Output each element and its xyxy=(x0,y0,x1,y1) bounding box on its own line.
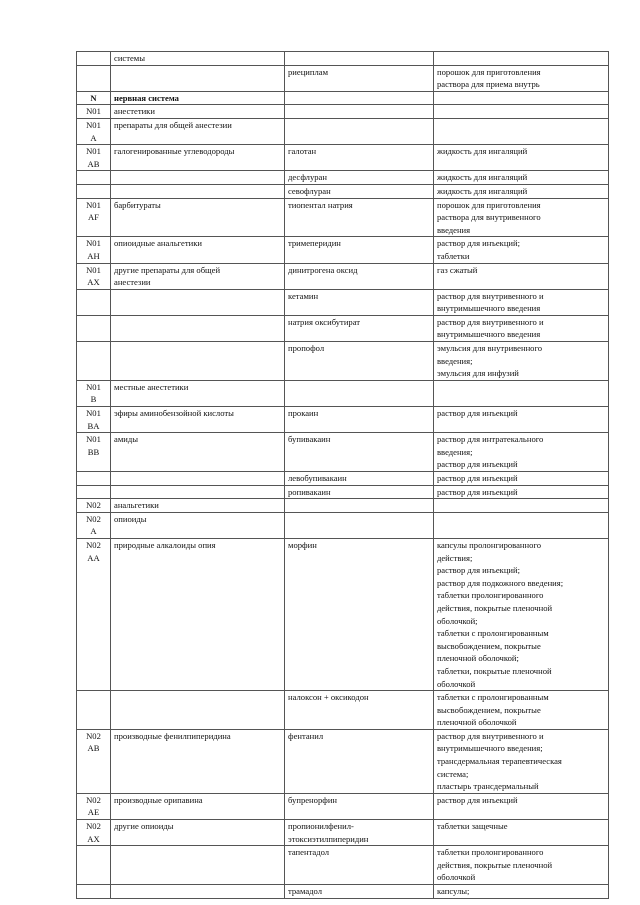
anatomical-group-cell-text: анальгетики xyxy=(114,500,159,511)
atc-code-cell-text: N01 xyxy=(86,106,101,117)
atc-code-cell xyxy=(77,380,111,406)
table-row xyxy=(77,729,609,793)
drug-name-cell-text: риециплам xyxy=(288,66,329,77)
dosage-form-cell xyxy=(434,198,609,237)
atc-code-cell xyxy=(77,499,111,513)
anatomical-group-cell-text: барбитураты xyxy=(114,199,161,210)
table-row xyxy=(77,171,609,185)
anatomical-group-cell xyxy=(111,263,285,289)
anatomical-group-cell xyxy=(111,846,285,885)
dosage-form-cell-text: эмульсия для внутривенного введения; эмульсия для инфузий xyxy=(437,343,543,379)
dosage-form-cell xyxy=(434,472,609,486)
anatomical-group-cell xyxy=(111,342,285,381)
anatomical-group-cell xyxy=(111,145,285,171)
dosage-form-cell-text: таблетки с пролонгированным высвобождением, покрытые пленочной оболочкой xyxy=(437,692,549,728)
anatomical-group-cell xyxy=(111,118,285,144)
anatomical-group-cell xyxy=(111,820,285,846)
atc-code-cell xyxy=(77,885,111,899)
dosage-form-cell xyxy=(434,433,609,472)
drug-name-cell-text: ропивакаин xyxy=(288,486,331,497)
dosage-form-cell-text: газ сжатый xyxy=(437,264,478,275)
dosage-form-cell xyxy=(434,315,609,341)
drug-name-cell xyxy=(285,846,434,885)
anatomical-group-cell xyxy=(111,485,285,499)
anatomical-group-cell xyxy=(111,499,285,513)
dosage-form-cell xyxy=(434,263,609,289)
table-row xyxy=(77,846,609,885)
dosage-form-cell-text: раствор для инъекций; таблетки xyxy=(437,238,521,261)
dosage-form-cell xyxy=(434,485,609,499)
atc-code-cell-text: N01 AH xyxy=(86,238,101,261)
atc-code-cell xyxy=(77,315,111,341)
atc-code-cell-text: N02 A xyxy=(86,513,101,537)
table-row xyxy=(77,512,609,538)
atc-code-cell xyxy=(77,171,111,185)
table-row xyxy=(77,538,609,690)
drug-name-cell-text: бупивакаин xyxy=(288,434,331,445)
drug-name-cell-text: севофлуран xyxy=(288,185,331,196)
atc-code-cell xyxy=(77,289,111,315)
atc-code-cell xyxy=(77,820,111,846)
drug-name-cell xyxy=(285,198,434,237)
table-row xyxy=(77,433,609,472)
table-row xyxy=(77,263,609,289)
dosage-form-cell xyxy=(434,184,609,198)
drug-name-cell-text: налоксон + оксикодон xyxy=(288,692,369,703)
dosage-form-cell xyxy=(434,820,609,846)
anatomical-group-cell-text: амиды xyxy=(114,434,138,445)
anatomical-group-cell xyxy=(111,691,285,730)
anatomical-group-cell xyxy=(111,91,285,105)
atc-code-cell-text: N02 AX xyxy=(86,821,101,844)
table-row xyxy=(77,198,609,237)
anatomical-group-cell xyxy=(111,538,285,690)
table-row xyxy=(77,485,609,499)
dosage-form-cell xyxy=(434,846,609,885)
drug-name-cell xyxy=(285,691,434,730)
dosage-form-cell xyxy=(434,793,609,819)
drug-name-cell xyxy=(285,793,434,819)
drug-name-cell xyxy=(285,485,434,499)
drug-name-cell xyxy=(285,171,434,185)
drug-name-cell xyxy=(285,729,434,793)
table-row xyxy=(77,342,609,381)
atc-code-cell xyxy=(77,485,111,499)
atc-code-cell xyxy=(77,691,111,730)
drug-name-cell-text: морфин xyxy=(288,539,317,550)
anatomical-group-cell-text: анестетики xyxy=(114,106,155,117)
dosage-form-cell-text: раствор для внутривенного и внутримышечного введения; трансдермальная терапевтическая система; пластырь трансдермальный xyxy=(437,730,562,792)
atc-code-cell xyxy=(77,472,111,486)
dosage-form-cell xyxy=(434,407,609,433)
atc-code-cell-text: N xyxy=(90,92,97,103)
drug-name-cell xyxy=(285,407,434,433)
anatomical-group-cell-text: природные алкалоиды опия xyxy=(114,539,216,550)
drug-name-cell xyxy=(285,65,434,91)
drug-name-cell xyxy=(285,52,434,66)
anatomical-group-cell-text: опиоидные анальгетики xyxy=(114,238,202,249)
atc-code-cell xyxy=(77,145,111,171)
table-row xyxy=(77,380,609,406)
drug-name-cell-text: десфлуран xyxy=(288,172,327,183)
dosage-form-cell-text: раствор для внутривенного и внутримышечного введения xyxy=(437,290,544,314)
atc-code-cell-text: N01 B xyxy=(86,381,101,405)
anatomical-group-cell xyxy=(111,315,285,341)
dosage-form-cell-text: таблетки пролонгированного действия, покрытые пленочной оболочкой xyxy=(437,847,553,883)
drug-name-cell xyxy=(285,105,434,119)
drug-name-cell-text: тиопентал натрия xyxy=(288,199,353,210)
drug-name-cell xyxy=(285,289,434,315)
anatomical-group-cell xyxy=(111,885,285,899)
drug-name-cell-text: кетамин xyxy=(288,290,319,301)
drug-name-cell-text: натрия оксибутират xyxy=(288,316,361,327)
table-row xyxy=(77,289,609,315)
atc-code-cell xyxy=(77,91,111,105)
drug-name-cell-text: пропофол xyxy=(288,343,325,354)
atc-code-cell-text: N02 AA xyxy=(86,539,101,563)
anatomical-group-cell-text: эфиры аминобензойной кислоты xyxy=(114,408,234,419)
drug-name-cell xyxy=(285,118,434,144)
anatomical-group-cell-text: производные орипавина xyxy=(114,794,203,805)
atc-code-cell xyxy=(77,729,111,793)
anatomical-group-cell-text: местные анестетики xyxy=(114,381,189,392)
atc-code-cell-text: N02 xyxy=(86,500,101,511)
drug-name-cell xyxy=(285,263,434,289)
dosage-form-cell xyxy=(434,171,609,185)
drug-name-cell xyxy=(285,538,434,690)
anatomical-group-cell-text: опиоиды xyxy=(114,513,147,524)
dosage-form-cell xyxy=(434,145,609,171)
atc-code-cell xyxy=(77,407,111,433)
dosage-form-cell xyxy=(434,237,609,263)
drug-name-cell xyxy=(285,820,434,846)
dosage-form-cell xyxy=(434,105,609,119)
drug-name-cell-text: бупренорфин xyxy=(288,794,338,805)
table-row xyxy=(77,105,609,119)
table-row xyxy=(77,65,609,91)
dosage-form-cell xyxy=(434,52,609,66)
table-row xyxy=(77,820,609,846)
dosage-form-cell xyxy=(434,512,609,538)
drug-name-cell xyxy=(285,91,434,105)
dosage-form-cell-text: жидкость для ингаляций xyxy=(437,172,528,183)
table-row xyxy=(77,145,609,171)
anatomical-group-cell xyxy=(111,512,285,538)
dosage-form-cell xyxy=(434,118,609,144)
drug-name-cell-text: левобупивакаин xyxy=(288,473,347,483)
anatomical-group-cell xyxy=(111,289,285,315)
dosage-form-cell xyxy=(434,691,609,730)
anatomical-group-cell xyxy=(111,184,285,198)
dosage-form-cell xyxy=(434,289,609,315)
drug-name-cell xyxy=(285,145,434,171)
atc-code-cell xyxy=(77,512,111,538)
table-row xyxy=(77,52,609,66)
anatomical-group-cell xyxy=(111,472,285,486)
dosage-form-cell-text: раствор для инъекций xyxy=(437,794,518,805)
atc-code-cell xyxy=(77,846,111,885)
table-row xyxy=(77,793,609,819)
atc-code-cell xyxy=(77,263,111,289)
drug-classification-table xyxy=(76,51,609,899)
atc-code-cell-text: N01 BB xyxy=(86,434,101,457)
table-row xyxy=(77,118,609,144)
drug-name-cell xyxy=(285,315,434,341)
anatomical-group-cell-text: другие опиоиды xyxy=(114,821,174,832)
dosage-form-cell xyxy=(434,91,609,105)
atc-code-cell xyxy=(77,538,111,690)
dosage-form-cell xyxy=(434,538,609,690)
table-row xyxy=(77,499,609,513)
atc-code-cell-text: N02 AB xyxy=(86,730,101,754)
atc-code-cell xyxy=(77,198,111,237)
anatomical-group-cell xyxy=(111,380,285,406)
atc-code-cell xyxy=(77,433,111,472)
dosage-form-cell-text: капсулы; xyxy=(437,886,470,896)
drug-name-cell xyxy=(285,237,434,263)
drug-name-cell-text: тапентадол xyxy=(288,847,330,858)
dosage-form-cell-text: раствор для инъекций xyxy=(437,473,518,483)
dosage-form-cell-text: таблетки защечные xyxy=(437,821,508,832)
drug-name-cell xyxy=(285,380,434,406)
atc-code-cell xyxy=(77,237,111,263)
dosage-form-cell xyxy=(434,499,609,513)
dosage-form-cell-text: раствор для интратекального введения; раствор для инъекций xyxy=(437,434,544,470)
dosage-form-cell-text: раствор для инъекций xyxy=(437,408,518,419)
atc-code-cell xyxy=(77,52,111,66)
atc-code-cell-text: N01 A xyxy=(86,119,101,143)
drug-name-cell xyxy=(285,433,434,472)
table-row xyxy=(77,184,609,198)
dosage-form-cell-text: порошок для приготовления раствора для внутривенного введения xyxy=(437,199,541,235)
anatomical-group-cell-text: системы xyxy=(114,53,146,63)
anatomical-group-cell-text: препараты для общей анестезии xyxy=(114,119,232,130)
dosage-form-cell xyxy=(434,380,609,406)
table-row xyxy=(77,407,609,433)
dosage-form-cell-text: жидкость для ингаляций xyxy=(437,185,528,196)
dosage-form-cell xyxy=(434,342,609,381)
dosage-form-cell-text: раствор для инъекций xyxy=(437,486,518,497)
table-row xyxy=(77,91,609,105)
drug-name-cell xyxy=(285,499,434,513)
anatomical-group-cell-text: нервная система xyxy=(114,92,179,103)
table-body xyxy=(77,52,609,899)
dosage-form-cell-text: порошок для приготовления раствора для приема внутрь xyxy=(437,66,541,90)
drug-name-cell-text: прокаин xyxy=(288,408,319,419)
atc-code-cell-text: N01 BA xyxy=(86,408,101,431)
anatomical-group-cell-text: производные фенилпиперидина xyxy=(114,730,231,741)
anatomical-group-cell xyxy=(111,198,285,237)
dosage-form-cell xyxy=(434,65,609,91)
table-row xyxy=(77,237,609,263)
anatomical-group-cell xyxy=(111,729,285,793)
atc-code-cell xyxy=(77,184,111,198)
anatomical-group-cell xyxy=(111,52,285,66)
drug-name-cell-text: трамадол xyxy=(288,886,323,896)
anatomical-group-cell xyxy=(111,237,285,263)
drug-name-cell xyxy=(285,342,434,381)
dosage-form-cell xyxy=(434,729,609,793)
anatomical-group-cell-text: галогенированные углеводороды xyxy=(114,146,235,157)
anatomical-group-cell xyxy=(111,65,285,91)
table-row xyxy=(77,472,609,486)
anatomical-group-cell-text: другие препараты для общей анестезии xyxy=(114,264,221,288)
drug-name-cell-text: галотан xyxy=(288,146,317,157)
dosage-form-cell-text: раствор для внутривенного и внутримышечного введения xyxy=(437,316,544,340)
atc-code-cell xyxy=(77,105,111,119)
drug-name-cell xyxy=(285,512,434,538)
atc-code-cell xyxy=(77,118,111,144)
anatomical-group-cell xyxy=(111,433,285,472)
table-row xyxy=(77,885,609,899)
drug-name-cell xyxy=(285,472,434,486)
drug-name-cell-text: пропионилфенил- этоксиэтилпиперидин xyxy=(288,821,369,844)
drug-name-cell xyxy=(285,184,434,198)
table-row xyxy=(77,691,609,730)
dosage-form-cell-text: капсулы пролонгированного действия; раствор для инъекций; раствор для подкожного введения; таблетки пролонгированного действия, покрытые пленочной оболочкой; таблетки с пролонгированным высвобождением, покрытые пленочной оболочкой; таблетки, покрытые пленочной оболочкой xyxy=(437,539,564,689)
anatomical-group-cell xyxy=(111,407,285,433)
anatomical-group-cell xyxy=(111,105,285,119)
atc-code-cell xyxy=(77,65,111,91)
atc-code-cell-text: N01 AF xyxy=(86,199,101,223)
atc-code-cell-text: N01 AX xyxy=(86,264,101,288)
atc-code-cell-text: N01 AB xyxy=(86,146,101,169)
drug-name-cell-text: фентанил xyxy=(288,730,324,741)
drug-name-cell xyxy=(285,885,434,899)
drug-name-cell-text: динитрогена оксид xyxy=(288,264,358,275)
dosage-form-cell xyxy=(434,885,609,899)
dosage-form-cell-text: жидкость для ингаляций xyxy=(437,146,528,157)
anatomical-group-cell xyxy=(111,793,285,819)
atc-code-cell xyxy=(77,342,111,381)
anatomical-group-cell xyxy=(111,171,285,185)
atc-code-cell xyxy=(77,793,111,819)
atc-code-cell-text: N02 AE xyxy=(86,794,101,818)
table-row xyxy=(77,315,609,341)
drug-name-cell-text: тримеперидин xyxy=(288,238,341,249)
